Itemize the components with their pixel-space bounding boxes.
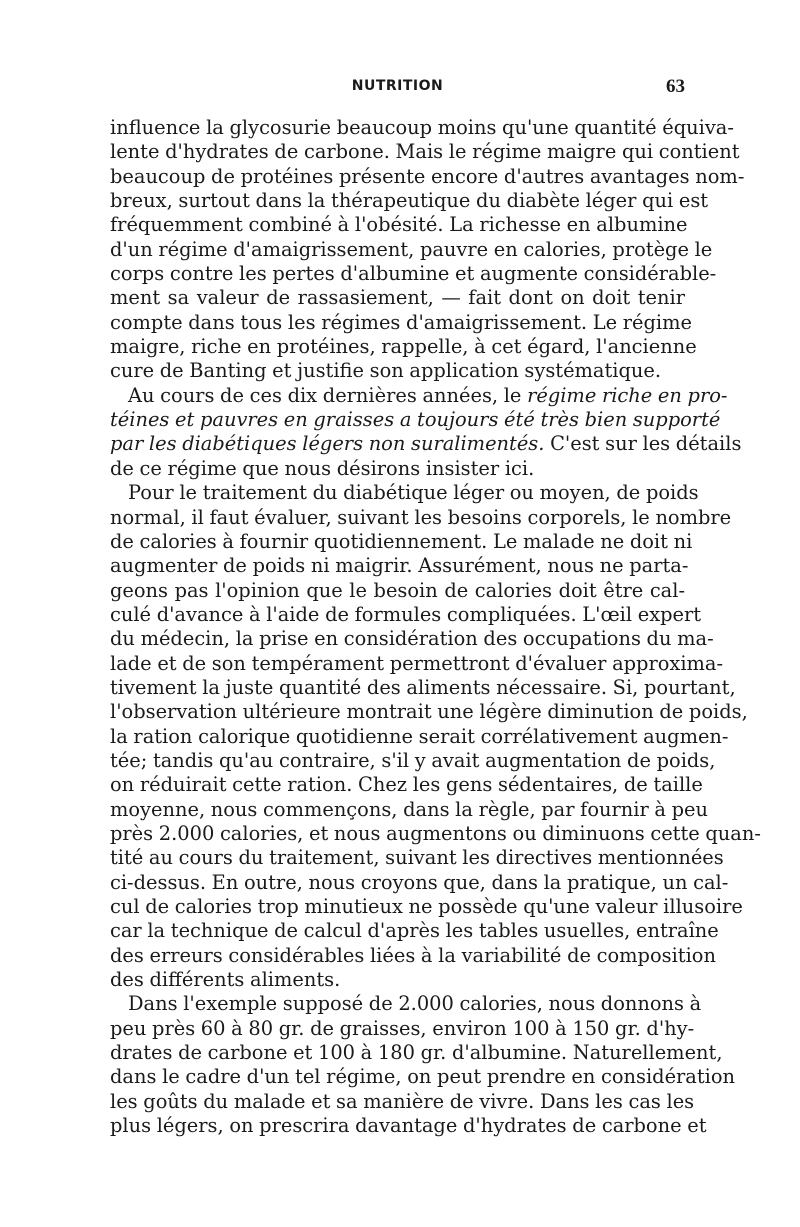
text-line xyxy=(110,992,702,1016)
text-line xyxy=(110,821,761,846)
text-line xyxy=(110,675,736,700)
paragraph xyxy=(110,992,736,1138)
text-line xyxy=(110,310,692,335)
text-segment: ci-dessus. En outre, nous croyons que, dans la pratique, un cal- xyxy=(110,870,729,894)
text-segment: l'observation ultérieure montrait une légère diminution de poids, xyxy=(110,700,748,724)
text-line xyxy=(110,359,685,383)
text-segment: plus légers, on prescrira davantage d'hydrates de carbone et xyxy=(110,1114,707,1138)
text-segment: Dans l'exemple supposé de 2.000 calories, nous donnons à xyxy=(128,992,702,1016)
page-header xyxy=(110,78,685,102)
text-line xyxy=(110,457,685,481)
text-segment: cul de calories trop minutieux ne possède qu'une valeur illusoire xyxy=(110,895,743,918)
text-segment: lade et de son tempérament permettront d'évaluer approxima- xyxy=(110,651,724,675)
text-line xyxy=(110,189,709,213)
italic-text: régime riche en pro- xyxy=(527,383,728,407)
text-line xyxy=(110,505,732,530)
text-segment: C'est sur les détails xyxy=(544,432,742,456)
text-line xyxy=(110,579,685,603)
text-line xyxy=(110,213,688,237)
paragraph xyxy=(110,481,761,992)
text-line xyxy=(110,919,719,943)
text-line xyxy=(110,481,699,505)
text-segment: de calories à fournir quotidiennement. Le malade ne doit ni xyxy=(110,529,693,553)
text-segment: augmenter de poids ni maigrir. Assurément, nous ne parta- xyxy=(110,554,689,578)
text-segment: des erreurs considérables liées à la variabilité de composition xyxy=(110,943,716,967)
text-line xyxy=(110,700,748,724)
text-line xyxy=(110,1065,736,1089)
text-line xyxy=(110,870,729,895)
text-line xyxy=(110,262,717,286)
text-segment: drates de carbone et 100 à 180 gr. d'albumine. Naturellement, xyxy=(110,1041,723,1065)
text-line xyxy=(110,529,693,554)
text-line xyxy=(110,383,728,408)
text-line xyxy=(110,432,742,456)
text-segment: Au cours de ces dix dernières années, le xyxy=(128,383,528,407)
paragraph xyxy=(110,116,745,384)
text-segment: des différents aliments. xyxy=(110,968,341,992)
text-segment: la ration calorique quotidienne serait corrélativement augmen- xyxy=(110,724,729,748)
text-line xyxy=(110,335,697,359)
text-segment: culé d'avance à l'aide de formules compliquées. L'œil expert xyxy=(110,602,702,626)
text-line xyxy=(110,797,709,822)
text-segment: maigre, riche en protéines, rappelle, à cet égard, l'ancienne xyxy=(110,335,697,359)
text-segment: normal, il faut évaluer, suivant les besoins corporels, le nombre xyxy=(110,505,732,529)
text-line xyxy=(110,895,743,919)
paragraph xyxy=(110,383,742,481)
text-line xyxy=(110,237,713,262)
text-line xyxy=(110,116,734,140)
text-line xyxy=(110,651,724,676)
page-number: 63 xyxy=(666,76,685,97)
text-line xyxy=(110,627,714,651)
text-segment: de ce régime que nous désirons insister ici. xyxy=(110,456,535,480)
running-title: NUTRITION xyxy=(351,78,444,94)
text-line xyxy=(110,164,745,189)
text-segment: corps contre les pertes d'albumine et augmente considérable- xyxy=(110,262,717,286)
text-segment: ment sa valeur de rassasiement, — fait dont on doit tenir xyxy=(110,286,685,310)
text-segment: peu près 60 à 80 gr. de graisses, environ 100 à 150 gr. d'hy- xyxy=(110,1016,695,1040)
text-line xyxy=(110,602,702,627)
text-segment: près 2.000 calories, et nous augmentons ou diminuons cette quan- xyxy=(110,821,761,845)
text-segment: geons pas l'opinion que le besoin de calories doit être cal- xyxy=(110,578,685,602)
text-line xyxy=(110,408,721,432)
text-line xyxy=(110,140,740,164)
text-line xyxy=(110,1041,723,1065)
text-line xyxy=(110,1089,695,1114)
text-segment: tée; tandis qu'au contraire, s'il y avait augmentation de poids, xyxy=(110,748,716,772)
text-segment: moyenne, nous commençons, dans la règle, par fournir à peu xyxy=(110,797,709,821)
text-segment: Pour le traitement du diabétique léger ou moyen, de poids xyxy=(128,481,699,505)
text-line xyxy=(110,286,685,310)
text-segment: du médecin, la prise en considération des occupations du ma- xyxy=(110,627,714,651)
text-segment: beaucoup de protéines présente encore d'autres avantages nom- xyxy=(110,164,745,188)
italic-text: téines et pauvres en graisses a toujours été très bien supporté xyxy=(110,408,721,432)
text-segment: dans le cadre d'un tel régime, on peut prendre en considération xyxy=(110,1065,736,1089)
text-line xyxy=(110,724,729,749)
text-segment: car la technique de calcul d'après les tables usuelles, entraîne xyxy=(110,919,719,943)
text-segment: influence la glycosurie beaucoup moins qu'une quantité équiva- xyxy=(110,116,734,139)
text-segment: lente d'hydrates de carbone. Mais le régime maigre qui contient xyxy=(110,140,740,164)
text-segment: cure de Banting et justifie son application systématique. xyxy=(110,359,662,383)
text-line xyxy=(110,943,716,968)
text-line xyxy=(110,968,685,992)
text-line xyxy=(110,1016,695,1041)
text-line xyxy=(110,1114,707,1138)
italic-text: par les diabétiques légers non suralimentés. xyxy=(110,432,545,456)
text-segment: compte dans tous les régimes d'amaigrissement. Le régime xyxy=(110,310,692,334)
text-line xyxy=(110,846,724,870)
body-text xyxy=(110,116,761,1138)
text-segment: on réduirait cette ration. Chez les gens sédentaires, de taille xyxy=(110,773,703,797)
text-segment: tité au cours du traitement, suivant les directives mentionnées xyxy=(110,846,724,870)
text-line xyxy=(110,748,716,773)
text-segment: d'un régime d'amaigrissement, pauvre en calories, protège le xyxy=(110,237,713,261)
text-segment: tivement la juste quantité des aliments nécessaire. Si, pourtant, xyxy=(110,675,736,699)
text-line xyxy=(110,554,689,578)
text-segment: les goûts du malade et sa manière de vivre. Dans les cas les xyxy=(110,1089,695,1113)
text-segment: breux, surtout dans la thérapeutique du diabète léger qui est xyxy=(110,189,709,213)
text-segment: fréquemment combiné à l'obésité. La richesse en albumine xyxy=(110,213,688,237)
text-line xyxy=(110,773,703,797)
